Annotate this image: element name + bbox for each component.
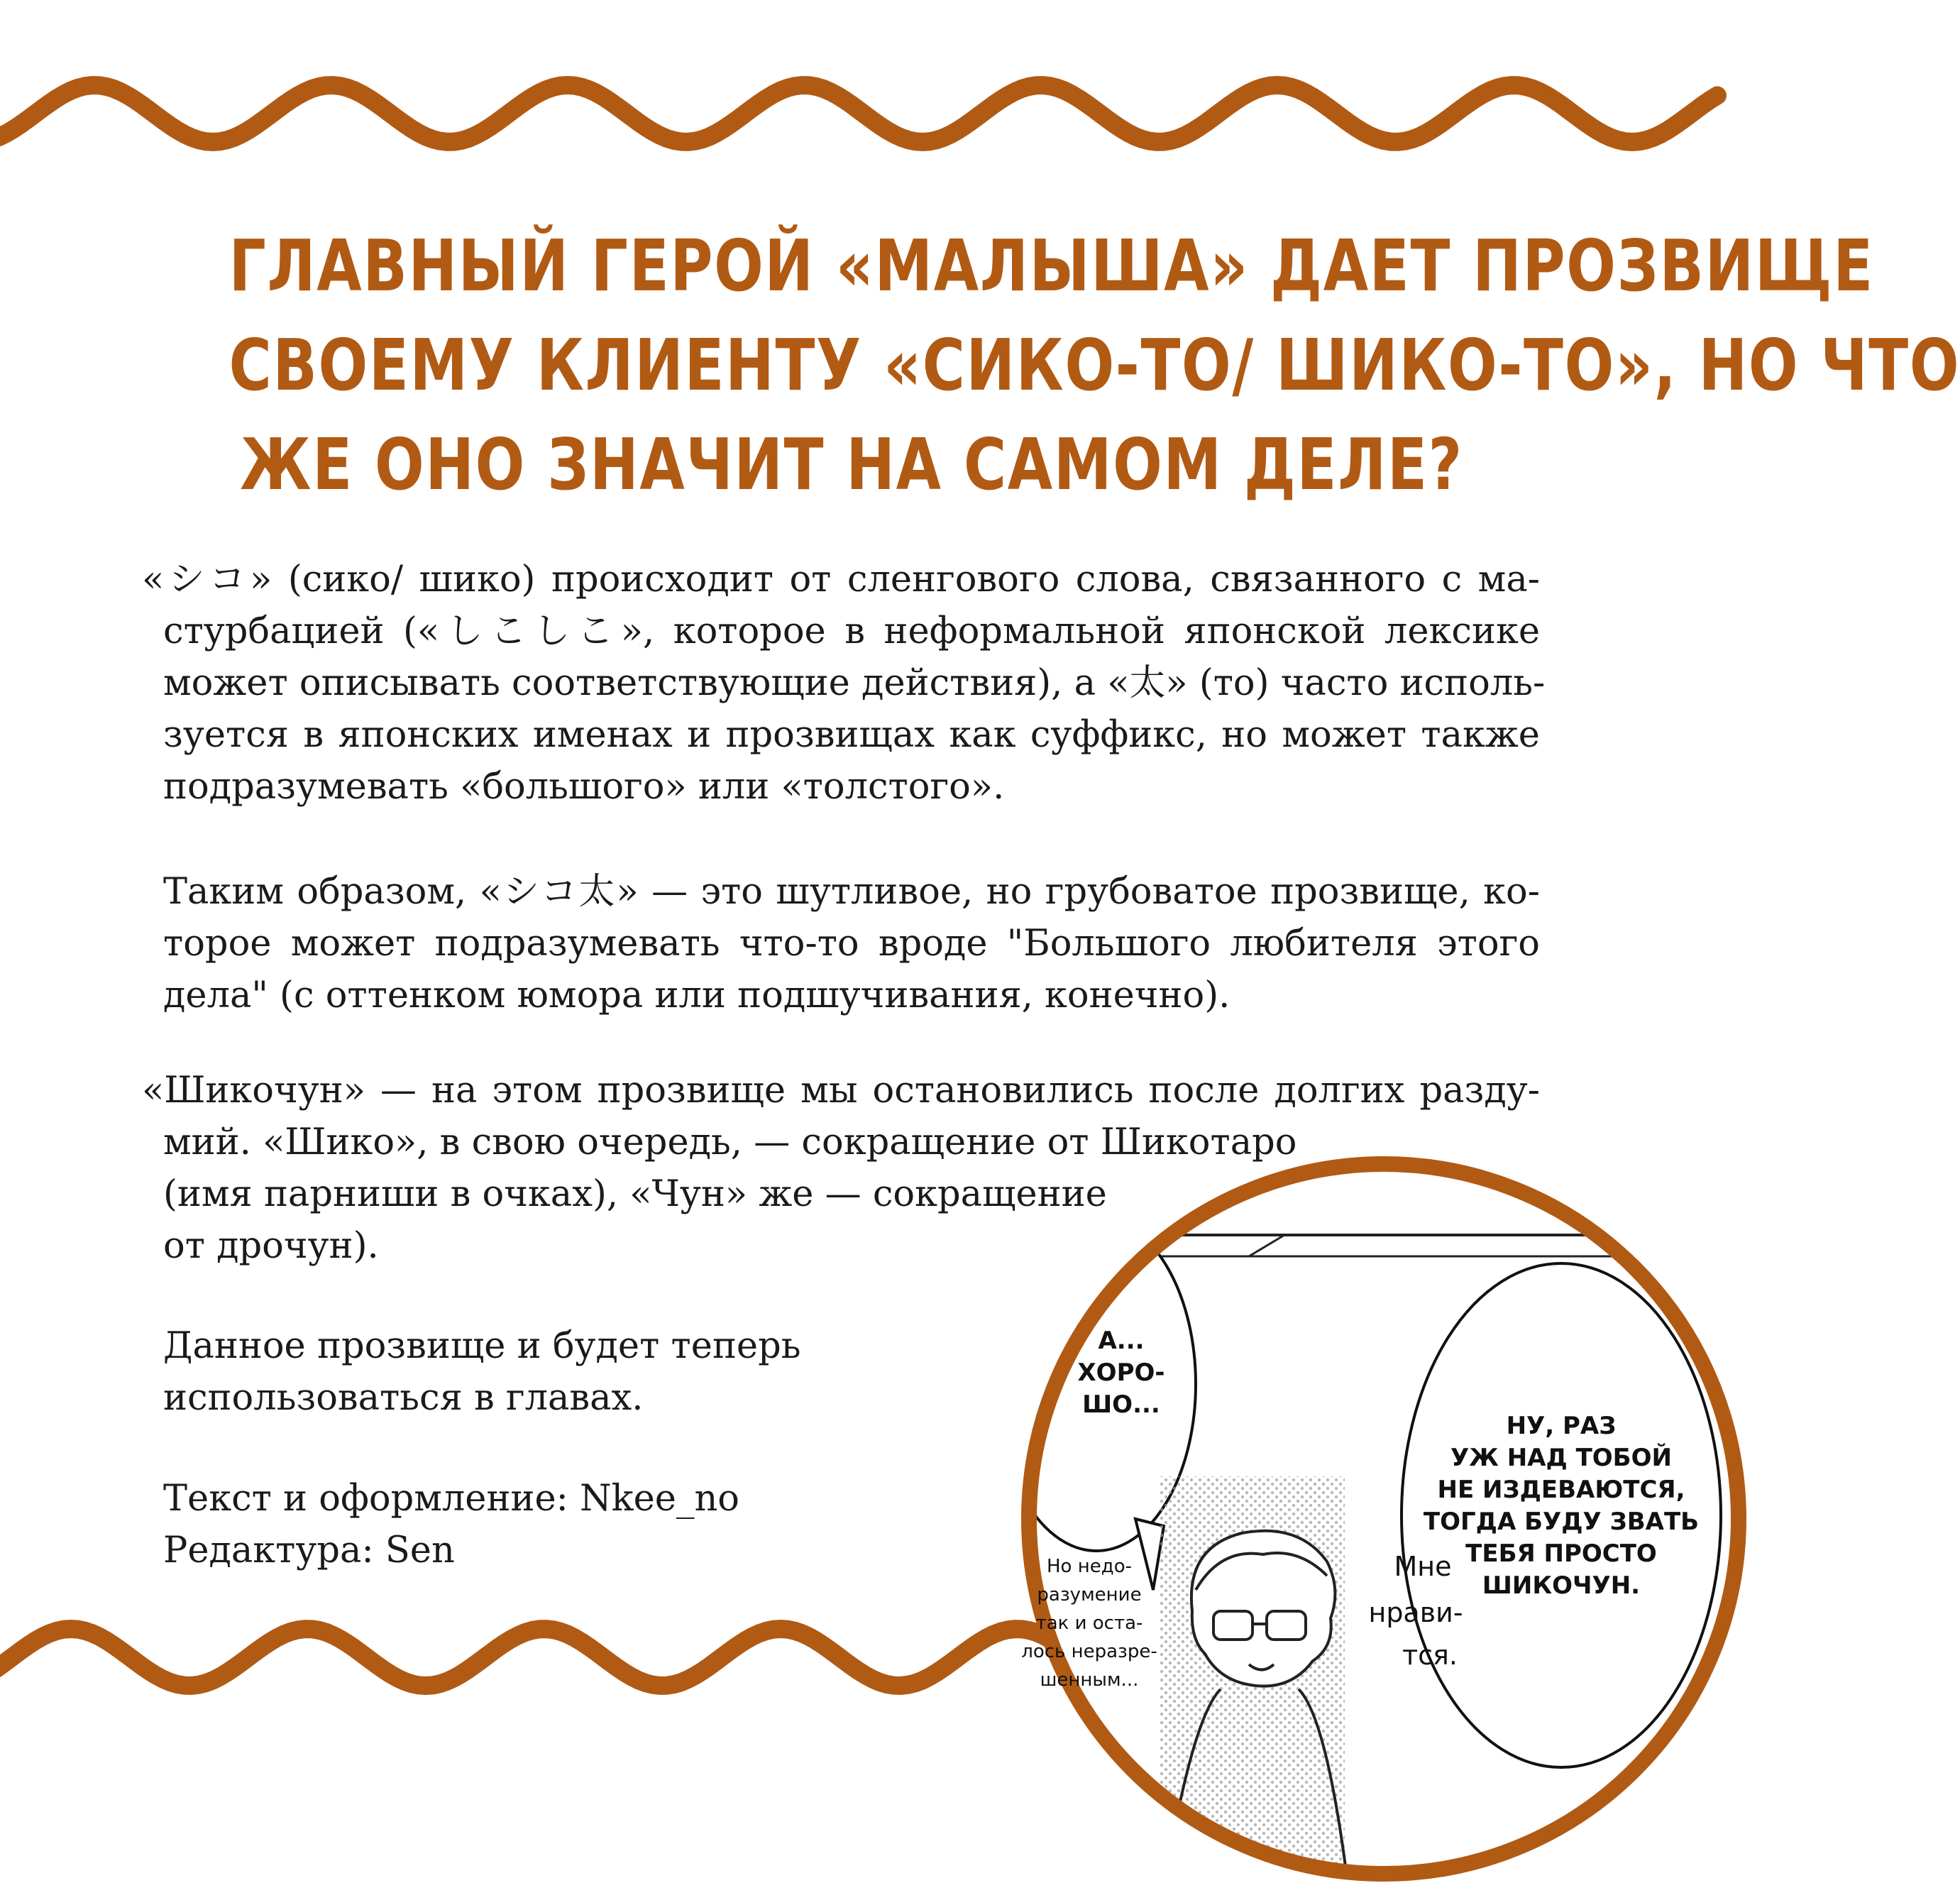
title-line-1: ГЛАВНЫЙ ГЕРОЙ «МАЛЫША» ДАЕТ ПРОЗВИЩЕ — [229, 224, 1874, 307]
para1-line-2: стурбацией («しこしこ», которое в неформальной японской лексике — [163, 610, 1540, 652]
right-bubble-line: ТЕБЯ ПРОСТО — [1465, 1540, 1657, 1568]
left-note-line: лось неразре- — [1021, 1641, 1157, 1662]
para1-line-3: может описывать соответствующие действия), а «太» (то) часто исполь- — [163, 662, 1546, 704]
title-line-2: СВОЕМУ КЛИЕНТУ «СИКО-ТО/ ШИКО-ТО», НО ЧТО — [229, 324, 1960, 407]
right-note-line: тся. — [1402, 1640, 1458, 1671]
para1-line-5: подразумевать «большого» или «толстого». — [163, 766, 1005, 808]
page-title — [229, 216, 1960, 515]
left-bubble-line: ШО... — [1082, 1390, 1160, 1419]
left-bubble-line: ХОРО- — [1077, 1359, 1165, 1387]
top-wave-border — [0, 71, 1703, 156]
para3-line-2: мий. «Шико», в свою очередь, — сокращение от Шикотаро — [163, 1121, 1297, 1163]
right-note-line: Мне — [1394, 1551, 1452, 1582]
left-note-line: Но недо- — [1047, 1556, 1132, 1577]
manga-panel-circle — [1015, 1150, 1753, 1888]
right-bubble-line: ШИКОЧУН. — [1482, 1571, 1641, 1600]
para1-line-4: зуется в японских именах и прозвищах как суффикс, но может также — [163, 714, 1540, 756]
right-bubble-line: НУ, РАЗ — [1506, 1412, 1617, 1440]
paragraph-etymology — [142, 554, 1546, 813]
right-bubble-line: ТОГДА БУДУ ЗВАТЬ — [1423, 1508, 1700, 1536]
para4-line-1: Данное прозвище и будет теперь — [163, 1325, 801, 1367]
right-bubble-line: УЖ НАД ТОБОЙ — [1450, 1444, 1672, 1472]
para4-line-2: использоваться в главах. — [163, 1377, 644, 1419]
credits-author: Текст и оформление: Nkee_no — [163, 1478, 739, 1520]
para2-line-3: дела" (с оттенком юмора или подшучивания, конечно). — [163, 975, 1230, 1016]
paragraph-meaning — [163, 866, 1540, 1021]
para2-line-2: торое может подразумевать что-то вроде "Большого любителя этого — [163, 923, 1540, 965]
left-note-line: разумение — [1037, 1584, 1142, 1606]
left-note-line: шенным... — [1040, 1669, 1139, 1691]
para2-line-1: Таким образом, «シコ太» — это шутливое, но грубоватое прозвище, ко- — [163, 871, 1540, 913]
para3-line-1: «Шикочун» — на этом прозвище мы остановились после долгих разду- — [142, 1070, 1540, 1112]
left-note-line: так и оста- — [1035, 1613, 1143, 1634]
right-note-line: нрави- — [1368, 1597, 1463, 1628]
credits-editor: Редактура: Sen — [163, 1530, 455, 1571]
title-line-3: ЖЕ ОНО ЗНАЧИТ НА САМОМ ДЕЛЕ? — [240, 423, 1463, 506]
para3-line-3: (имя парниши в очках), «Чун» же — сокращение — [163, 1173, 1107, 1215]
para3-line-4: от дрочун). — [163, 1225, 379, 1267]
left-bubble-line: А... — [1098, 1327, 1145, 1355]
right-bubble-line: НЕ ИЗДЕВАЮТСЯ, — [1437, 1476, 1685, 1504]
para1-line-1: «シコ» (сико/ шико) происходит от сленгового слова, связанного с ма- — [142, 559, 1540, 600]
